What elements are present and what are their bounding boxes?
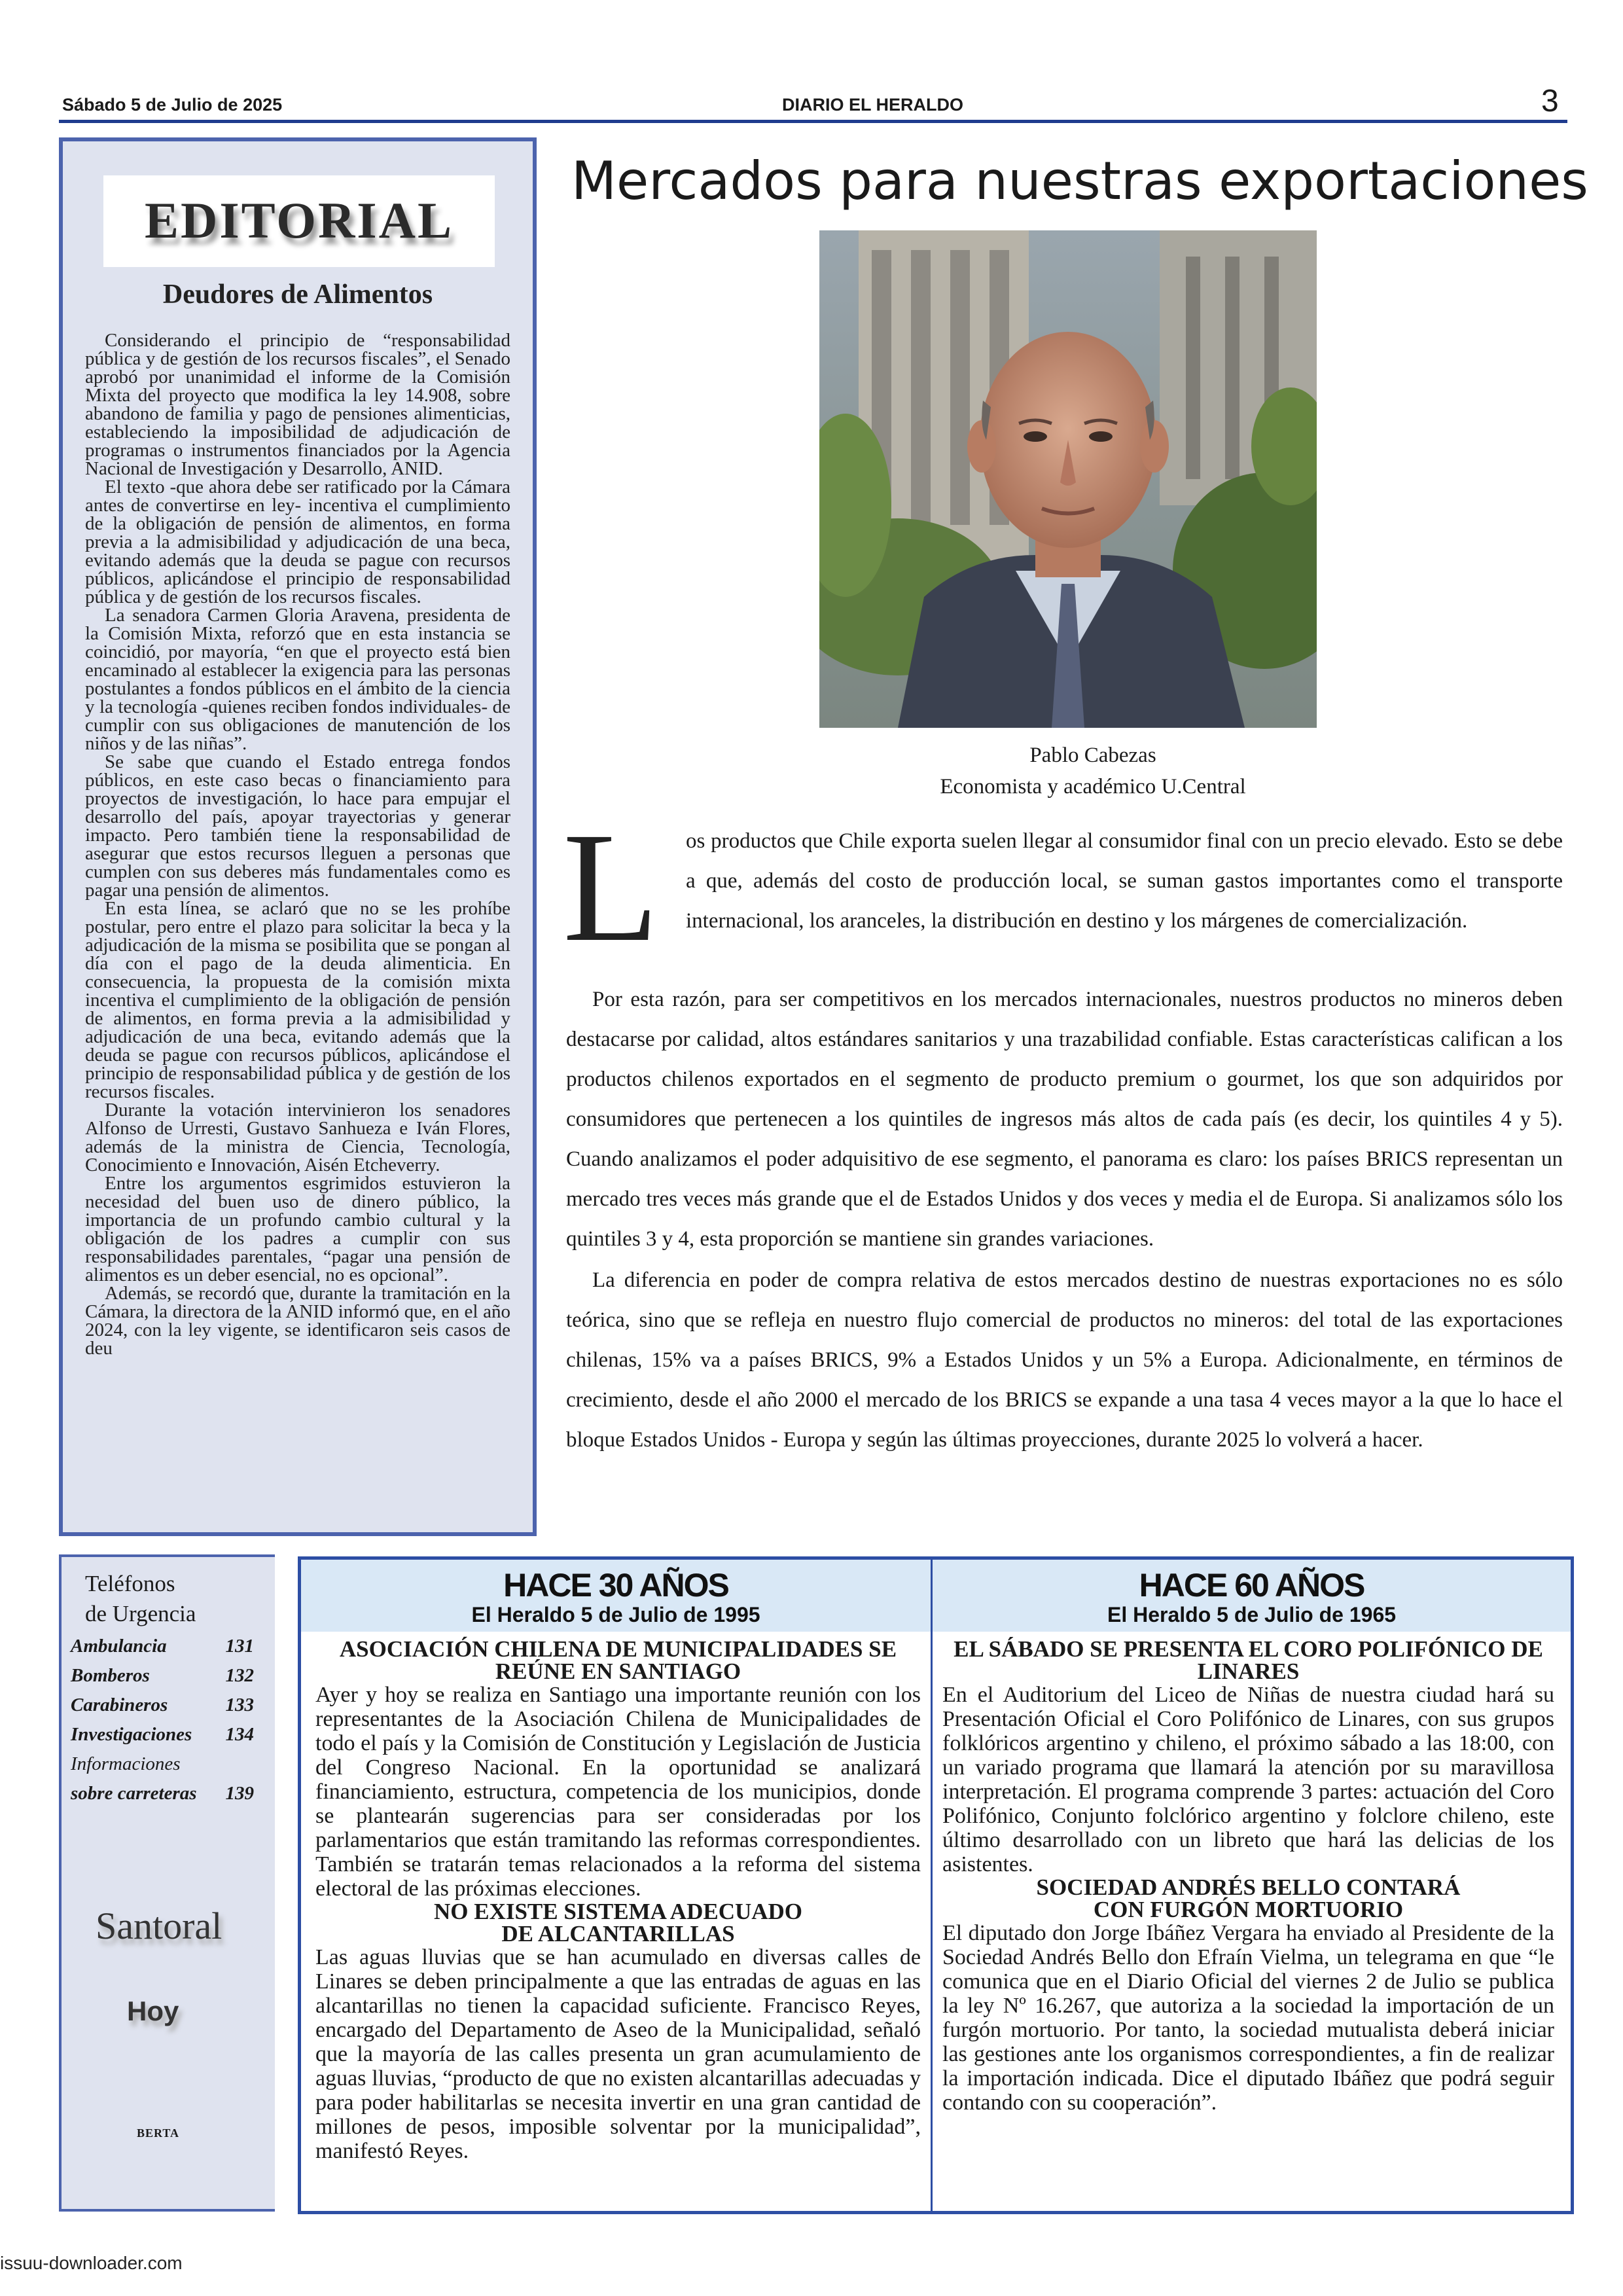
editorial-paragraph: El texto -que ahora debe ser ratificado por la Cámara antes de convertirse en ley- incentiva el cumplimiento de la obligación de pensión de alimentos, en forma previa a la admisibilidad y adjudicación de una beca, evitando además que la deuda se pague con recursos públicos, aplicándose el principio de responsabilidad pública y de gestión de los recursos fiscales. xyxy=(85,476,510,607)
phone-label: Bomberos xyxy=(71,1665,150,1686)
article-paragraph: La diferencia en poder de compra relativa de estos mercados destino de nuestras exportaciones no es sólo teórica, sino que se refleja en nuestro flujo comercial de productos no mineros: del total de las exportaciones chilenas, 15% va a países BRICS, 9% a Estados Unidos y un 5% a Europa. Adicionalmente, en términos de crecimiento, desde el año 2000 el mercado de los BRICS se expande a una tasa 4 veces mayor a la que lo hace el bloque Estados Unidos - Europa y según las últimas proyecciones, durante 2025 lo volverá a hacer. xyxy=(566,1268,1563,1452)
hace-30-header xyxy=(301,1560,931,1632)
hace-anos-panel xyxy=(298,1556,1574,2214)
hace-60-body-2: El diputado don Jorge Ibáñez Vergara ha enviado al Presidente de la Sociedad Andrés Bello don Efraín Vielma, un telegrama en que “le comunica que en el Diario Oficial del viernes 2 de Julio se publica la ley Nº 16.267, que autoriza a la sociedad la importación de un furgón mortuorio. Por tanto, la sociedad mutualista deberá iniciar las gestiones ante los organismos correspondientes, a fin de realizar la importación indicada. Dice el diputado Ibáñez que podrá seguir contando con su cooperación”. xyxy=(942,1921,1554,2115)
phone-number: 131 xyxy=(225,1636,254,1657)
hace-column-divider xyxy=(931,1560,933,2211)
phone-row-bomberos xyxy=(71,1665,254,1687)
emergency-phones-title-line: Teléfonos xyxy=(85,1571,175,1596)
santoral-today-label: Hoy xyxy=(127,1996,179,2026)
hace-30-body-1: Ayer y hoy se realiza en Santiago una importante reunión con los representantes de la Asociación Chilena de Municipalidades de todo el país y la Comisión de Constitución y Legislación de Justicia del Congreso Nacional. En la oportunidad se analizará financiamiento, estructura, competencia de los municipios, donde se plantearán sugerencias para ser consideradas por los parlamentarios que están tramitando las reformas correspondientes. También se tratarán temas relacionados a la reforma del sistema electoral de las próximas elecciones. xyxy=(315,1683,921,1901)
hace-30-headline-2a: NO EXISTE SISTEMA ADECUADO xyxy=(433,1899,803,1924)
page-number: 3 xyxy=(1541,84,1559,118)
hace-60-headline-2b: CON FURGÓN MORTUORIO xyxy=(1093,1897,1404,1922)
hace-60-body-1: En el Auditorium del Liceo de Niñas de nuestra ciudad hará su Presentación Oficial el Coro Polifónico de Linares, con sus grupos folklóricos argentino y chileno, el próximo sábado a las 18:00, con un variado programa que llamará la atención por su maravillosa interpretación. El programa comprende 3 partes: actuación del Coro Polifónico, Conjunto folclórico argentino y folclore chileno, este último desarrollado con un libreto que hará las delicias de los asistentes. xyxy=(942,1683,1554,1876)
hace-30-headline-1: ASOCIACIÓN CHILENA DE MUNICIPALIDADES SE REÚNE EN SANTIAGO xyxy=(339,1636,897,1684)
hace-60-headline-1: EL SÁBADO SE PRESENTA EL CORO POLIFÓNICO DE LINARES xyxy=(954,1636,1543,1684)
author-role: Economista y académico U.Central xyxy=(940,775,1246,798)
header-date: Sábado 5 de Julio de 2025 xyxy=(62,95,283,115)
editorial-paragraph: La senadora Carmen Gloria Aravena, presidenta de la Comisión Mixta, reforzó que en esta instancia se coincidió, por mayoría, “en que el proyecto está bien encaminado al establecer la exigencia para las personas postulantes a fondos públicos en el ámbito de la ciencia y la tecnología -quienes reciben fondos individuales- de cumplir con sus obligaciones de manutención de los niños y de las niñas”. xyxy=(85,605,510,754)
editorial-paragraph: Se sabe que cuando el Estado entrega fondos públicos, en este caso becas o financiamiento para proyectos de investigación, lo hace para empujar el desarrollo del país, apoyar trayectorias y generar impacto. Pero también tiene la responsabilidad de asegurar que estos recursos lleguen a personas que cumplen con sus deberes más fundamentales como es pagar una pensión de alimentos. xyxy=(85,751,510,901)
editorial-panel xyxy=(59,137,537,1536)
emergency-phones-title-line: de Urgencia xyxy=(85,1601,196,1626)
hace-60-headline-2a: SOCIEDAD ANDRÉS BELLO CONTARÁ xyxy=(1036,1874,1461,1900)
hace-60-column xyxy=(942,1638,1554,2115)
author-name: Pablo Cabezas xyxy=(1029,744,1156,767)
editorial-subtitle: Deudores de Alimentos xyxy=(162,279,433,310)
article-body xyxy=(566,980,1563,1460)
phone-row-investigaciones xyxy=(71,1724,254,1746)
phone-label: Carabineros xyxy=(71,1695,168,1715)
emergency-phones-title xyxy=(85,1569,196,1629)
phone-number: 134 xyxy=(225,1724,254,1745)
phone-label: Ambulancia xyxy=(71,1636,167,1657)
editorial-paragraph: Entre los argumentos esgrimidos estuvieron la necesidad del buen uso de dinero público, la importancia de un profundo cambio cultural y la obligación de los padres a cumplir con sus responsabilidades parentales, “pagar una pensión de alimentos es un deber esencial, no es opcional”. xyxy=(85,1173,510,1285)
phone-row-informaciones xyxy=(71,1753,254,1775)
article-paragraph: Por esta razón, para ser competitivos en los mercados internacionales, nuestros productos no mineros deben destacarse por calidad, altos estándares sanitarios y una trazabilidad confiable. Estas características califican a los productos chilenos exportados en el segmento de producto premium o gourmet, los que son adquiridos por consumidores que pertenecen a los quintiles de ingresos más altos de cada país (es decir, los quintiles 4 y 5). Cuando analizamos el poder adquisitivo de ese segmento, el panorama es claro: los países BRICS representan un mercado tres veces más grande que el de Estados Unidos y dos veces y media el de Europa. Si analizamos sólo los quintiles 3 y 4, esta proporción se mantiene sin grandes variaciones. xyxy=(566,988,1563,1251)
header-rule xyxy=(59,120,1567,123)
hace-30-date: El Heraldo 5 de Julio de 1995 xyxy=(471,1603,760,1626)
phone-row-carreteras xyxy=(71,1783,254,1804)
phone-label: Investigaciones xyxy=(71,1724,192,1745)
newspaper-name: DIARIO EL HERALDO xyxy=(782,95,964,115)
hace-30-column xyxy=(315,1638,921,2163)
hace-30-headline-2b: DE ALCANTARILLAS xyxy=(501,1921,735,1946)
santoral-title: Santoral xyxy=(96,1905,223,1947)
phone-number: 133 xyxy=(225,1695,254,1715)
editorial-paragraph: Durante la votación intervinieron los senadores Alfonso de Urresti, Gustavo Sanhueza e Iván Flores, además de la ministra de Ciencia, Tecnología, Conocimiento e Innovación, Aisén Etcheverry. xyxy=(85,1100,510,1175)
hace-60-title: HACE 60 AÑOS xyxy=(1139,1567,1364,1604)
author-caption xyxy=(818,740,1368,802)
emergency-phones-panel xyxy=(59,1554,275,2212)
editorial-paragraph: En esta línea, se aclaró que no se les prohíbe postular, pero entre el plazo para solicitar la beca y la adjudicación de la misma se posibilita que se pongan al día con el pago de la deuda alimenticia. En consecuencia, la propuesta de la comisión mixta incentiva el cumplimiento de la obligación de pensión de alimentos, en forma previa a la admisibilidad y adjudicación de una beca, evitando además que la deuda se pague con recursos públicos, aplicándose el principio de responsabilidad pública y de gestión de los recursos fiscales. xyxy=(85,898,510,1102)
editorial-body xyxy=(85,331,510,1357)
hace-30-body-2: Las aguas lluvias que se han acumulado en diversas calles de Linares se deben principalmente a que las entradas de aguas en las alcantarillas no tienen la capacidad suficiente. Francisco Reyes, encargado del Departamento de Aseo de la Municipalidad, señaló que la mayoría de las calles presenta un gran acumulamiento de aguas lluvias, “producto de que no existen alcantarillas adecuadas y para poder habilitarlas se necesita invertir en una gran cantidad de millones de pesos, imposible solventar por la municipalidad”, manifestó Reyes. xyxy=(315,1945,921,2163)
drop-cap: L xyxy=(563,800,659,974)
phone-number: 132 xyxy=(225,1665,254,1686)
article-title: Mercados para nuestras exportaciones xyxy=(571,151,1588,211)
phone-row-carabineros xyxy=(71,1695,254,1716)
editorial-title-box xyxy=(103,175,495,267)
editorial-paragraph: Considerando el principio de “responsabilidad pública y de gestión de los recursos fiscales”, el Senado aprobó por unanimidad el informe de la Comisión Mixta del proyecto que modifica la ley 14.908, sobre abandono de familia y pago de pensiones alimenticias, estableciendo la imposibilidad de adjudicación de programas o instrumentos financiados por la Agencia Nacional de Investigación y Desarrollo, ANID. xyxy=(85,330,510,479)
hace-30-title: HACE 30 AÑOS xyxy=(503,1567,728,1604)
phone-label: sobre carreteras xyxy=(71,1783,197,1804)
editorial-title: EDITORIAL xyxy=(144,192,454,249)
editorial-paragraph: Además, se recordó que, durante la tramitación en la Cámara, la directora de la ANID informó que, en el año 2024, con la ley vigente, se identificaron seis casos de deu xyxy=(85,1283,510,1359)
hace-60-date: El Heraldo 5 de Julio de 1965 xyxy=(1107,1603,1397,1626)
hace-60-header xyxy=(933,1560,1571,1632)
phone-label: Informaciones xyxy=(71,1753,181,1774)
article-intro: os productos que Chile exporta suelen llegar al consumidor final con un precio elevado. Esto se debe a que, además del costo de producción local, se suman gastos importantes como el transporte internacional, los aranceles, la distribución en destino y los márgenes de comercialización. xyxy=(686,829,1563,933)
saint-of-the-day: BERTA xyxy=(137,2126,180,2140)
watermark-text: issuu-downloader.com xyxy=(0,2253,183,2273)
phone-number: 139 xyxy=(225,1783,254,1804)
phone-row-ambulancia xyxy=(71,1636,254,1657)
author-photo xyxy=(819,230,1317,728)
